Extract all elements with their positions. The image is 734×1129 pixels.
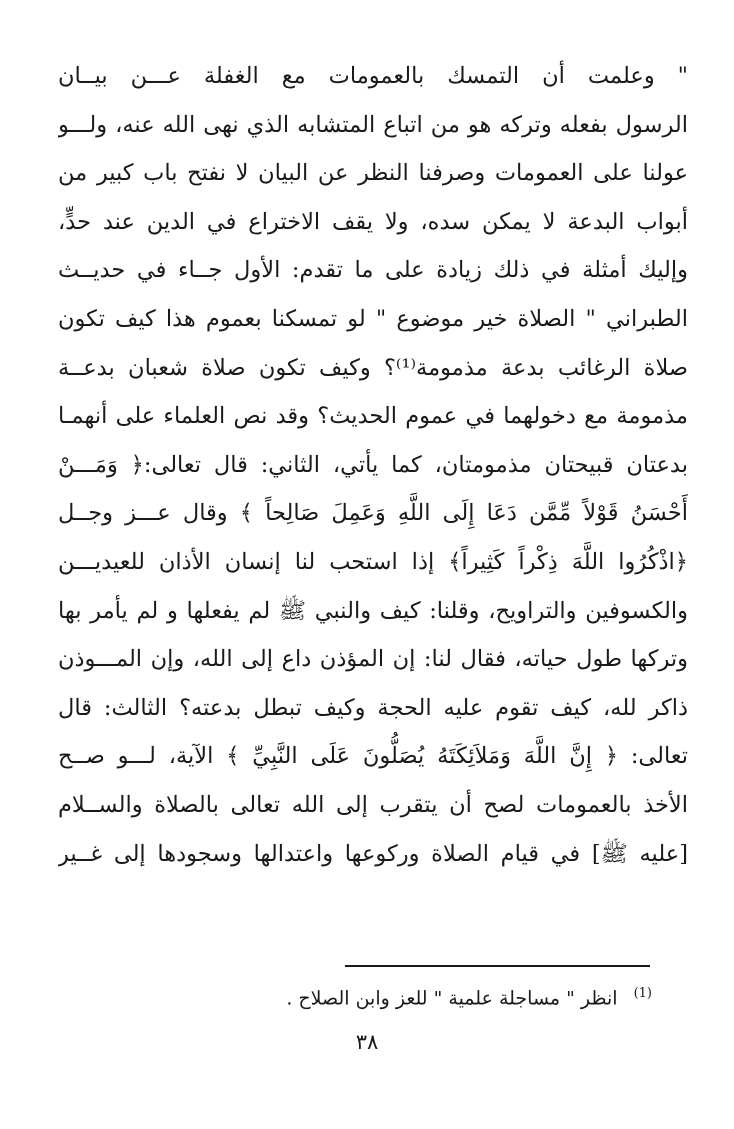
footnote-separator bbox=[345, 965, 650, 967]
text-line: مذمومة مع دخولهما في عموم الحديث؟ وقد نص العلماء على أنهمـا bbox=[58, 403, 688, 430]
text-line: بدعتان قبيحتان مذمومتان، كما يأتي، الثاني: قال تعالى:﴿ وَمَـــنْ bbox=[58, 451, 688, 478]
text-line: أَحْسَنُ قَوْلاً مِّمَّن دَعَا إِلَى اللَّهِ وَعَمِلَ صَالِحاً ﴾ وقال عـــز وجــل bbox=[58, 500, 688, 527]
main-text-block bbox=[58, 52, 688, 878]
footnote bbox=[286, 974, 652, 1018]
text-line: عولنا على العمومات وصرفنا النظر عن البيان لا نفتح باب كبير من bbox=[58, 160, 688, 187]
text-line: الرسول بفعله وتركه هو من اتباع المتشابه الذي نهى الله عنه، ولـــو bbox=[58, 111, 688, 138]
text-line: وإليك أمثلة في ذلك زيادة على ما تقدم: الأول جــاء في حديــث bbox=[58, 257, 688, 284]
text-line: أبواب البدعة لا يمكن سده، ولا يقف الاختراع في الدين عند حدٍّ، bbox=[58, 208, 688, 235]
text-line: الطبراني " الصلاة خير موضوع " لو تمسكنا بعموم هذا كيف تكون bbox=[58, 305, 688, 332]
page-number: ٣٨ bbox=[355, 1030, 379, 1054]
footnote-marker: (1) bbox=[633, 986, 652, 1001]
text-line: [عليه ﷺ] في قيام الصلاة وركوعها واعتدالها وسجودها إلى غــير bbox=[58, 840, 688, 867]
text-line: تعالى: ﴿ إِنَّ اللَّهَ وَمَلاَئِكَتَهُ يُصَلُّونَ عَلَى النَّبِيِّ ﴾ الآية، لـــو صــح bbox=[58, 743, 688, 770]
text-line: ذاكر لله، كيف تقوم عليه الحجة وكيف تبطل بدعته؟ الثالث: قال bbox=[58, 694, 688, 721]
text-line: الأخذ بالعمومات لصح أن يتقرب إلى الله تعالى بالصلاة والســلام bbox=[58, 791, 688, 818]
text-line: والكسوفين والتراويح، وقلنا: كيف والنبي ﷺ لم يفعلها و لم يأمر بها bbox=[58, 597, 688, 624]
text-line: وتركها طول حياته، فقال لنا: إن المؤذن داع إلى الله، وإن المـــوذن bbox=[58, 646, 688, 673]
text-line: ﴿اذْكُرُوا اللَّهَ ذِكْراً كَثِيراً﴾ إذا استحب لنا إنسان الأذان للعيديـــن bbox=[58, 548, 688, 575]
footnote-text: انظر " مساجلة علمية " للعز وابن الصلاح . bbox=[286, 987, 618, 1010]
text-line: صلاة الرغائب بدعة مذمومة⁽¹⁾؟ وكيف تكون صلاة شعبان بدعــة bbox=[58, 354, 688, 381]
text-line: " وعلمت أن التمسك بالعمومات مع الغفلة عـــن بيــان bbox=[58, 63, 688, 89]
